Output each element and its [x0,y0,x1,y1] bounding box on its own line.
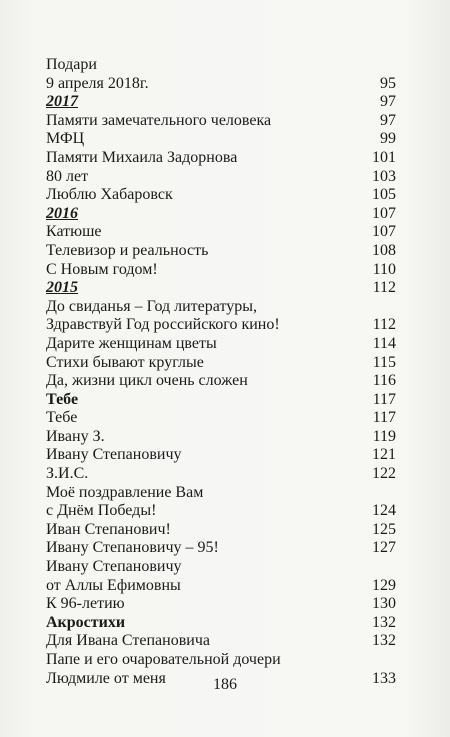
toc-entry [46,261,396,280]
toc-entry-title: 9 апреля 2018г. [46,74,149,92]
toc-entry [46,465,396,484]
toc-entry-title: Папе и его очаровательной дочери [46,651,281,668]
toc-entry-title: Ивану З. [46,427,105,445]
toc-entry [46,56,396,75]
toc-entry [46,149,396,168]
toc-entry [46,651,396,670]
toc-entry-title: Стихи бывают круглые [46,353,204,371]
toc-entry-page: 130 [372,595,396,613]
toc-entry [46,112,396,131]
toc-entry [46,242,396,261]
toc-entry-title: Моё поздравление Вам [46,483,204,501]
toc-entry [46,335,396,354]
table-of-contents [46,56,396,688]
toc-entry-page: 116 [372,372,396,390]
toc-entry-title: Для Ивана Степановича [46,632,210,650]
toc-entry-title: Тебе [46,409,78,427]
toc-entry-title: Ивану Степановичу – 95! [46,539,219,557]
toc-entry [46,186,396,205]
toc-entry-title: Иван Степанович! [46,520,171,538]
toc-entry-page: 122 [372,465,396,483]
toc-entry-page: 117 [372,409,396,427]
toc-entry [46,502,396,521]
toc-entry-page: 110 [372,260,396,278]
toc-entry-title: Катюше [46,223,102,241]
toc-entry-page: 121 [372,446,396,464]
page-number: 186 [213,676,237,693]
toc-entry-page: 108 [372,241,396,259]
toc-entry-title: Тебе [46,390,79,408]
toc-section-heading [46,614,396,633]
toc-entry-page: 97 [380,93,396,111]
toc-entry-title: Людмиле от меня [46,669,166,687]
toc-entry-title: Здравствуй Год российского кино! [46,316,280,334]
toc-entry-title: с Днём Победы! [46,502,157,520]
toc-entry-page: 101 [372,148,396,166]
toc-entry [46,75,396,94]
toc-entry-page: 115 [372,353,396,371]
toc-entry [46,130,396,149]
toc-entry-title: Телевизор и реальность [46,241,209,259]
toc-entry-page: 132 [372,613,396,631]
toc-entry-title: 80 лет [46,167,89,185]
toc-year-heading [46,93,396,112]
toc-entry [46,484,396,503]
toc-entry-title: от Аллы Ефимовны [46,576,181,594]
toc-entry-title: До свиданья – Год литературы, [46,297,257,315]
toc-entry-title: З.И.С. [46,465,89,483]
toc-entry-title: Памяти замечательного человека [46,111,272,129]
toc-entry-page: 117 [372,390,396,408]
toc-entry [46,372,396,391]
toc-entry-page: 107 [372,223,396,241]
toc-entry [46,298,396,317]
toc-entry [46,539,396,558]
toc-entry-page: 125 [372,520,396,538]
toc-entry-title: 2015 [46,279,78,297]
toc-entry-page: 107 [372,204,396,222]
toc-entry-title: Подари [46,56,97,73]
toc-entry-title: Ивану Степановичу [46,558,182,576]
toc-entry-title: Памяти Михаила Задорнова [46,148,238,166]
toc-entry [46,632,396,651]
toc-year-heading [46,279,396,298]
toc-entry-page: 119 [372,427,396,445]
toc-entry-page: 133 [372,669,396,687]
toc-entry-page: 127 [372,539,396,557]
toc-entry [46,354,396,373]
toc-entry-page: 124 [372,502,396,520]
toc-entry-title: Дарите женщинам цветы [46,334,217,352]
toc-section-heading [46,391,396,410]
toc-entry [46,409,396,428]
toc-entry-title: С Новым годом! [46,260,158,278]
toc-entry-title: Ивану Степановичу [46,446,182,464]
toc-entry-page: 105 [372,186,396,204]
toc-entry-page: 112 [372,316,396,334]
toc-entry-title: Акростихи [46,613,126,631]
toc-entry [46,595,396,614]
toc-entry-page: 114 [372,334,396,352]
toc-year-heading [46,205,396,224]
toc-entry-page: 99 [380,130,396,148]
toc-entry-title: К 96-летию [46,595,125,613]
toc-entry-page: 112 [372,279,396,297]
toc-entry-page: 95 [380,74,396,92]
toc-entry [46,558,396,577]
toc-entry-title: МФЦ [46,130,85,148]
toc-entry [46,316,396,335]
toc-entry [46,223,396,242]
toc-entry-title: Люблю Хабаровск [46,186,173,204]
toc-entry [46,446,396,465]
toc-entry-page: 129 [372,576,396,594]
toc-entry-page: 132 [372,632,396,650]
toc-entry-title: 2016 [46,204,78,222]
toc-entry-page: 103 [372,167,396,185]
toc-entry [46,168,396,187]
toc-entry [46,521,396,540]
toc-entry [46,577,396,596]
toc-entry [46,428,396,447]
toc-entry-title: 2017 [46,93,78,111]
toc-entry-title: Да, жизни цикл очень сложен [46,372,248,390]
toc-entry-page: 97 [380,111,396,129]
